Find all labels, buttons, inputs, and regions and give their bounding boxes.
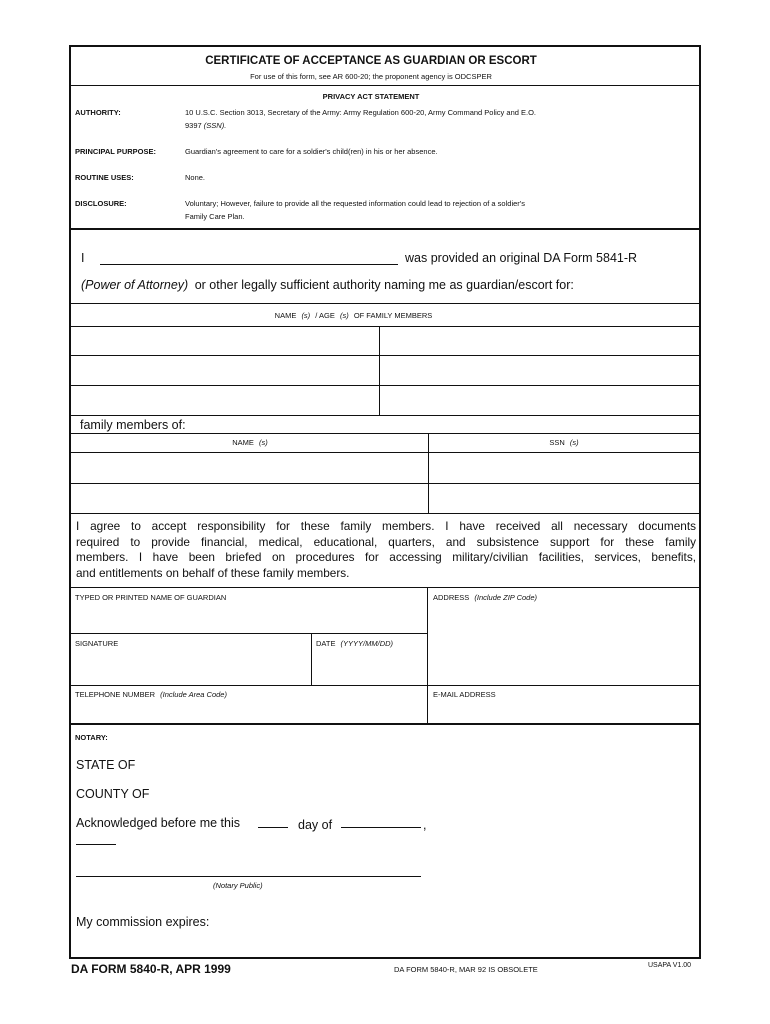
divider <box>71 633 427 634</box>
divider <box>71 685 699 686</box>
family-member-cell-1a[interactable] <box>71 327 379 355</box>
family-member-cell-2b[interactable] <box>380 356 699 385</box>
family-member-cell-3a[interactable] <box>71 386 379 415</box>
statement-i: I <box>81 251 85 265</box>
email-field[interactable] <box>429 702 699 722</box>
divider <box>71 513 699 514</box>
soldier-name-field-1[interactable] <box>71 453 428 483</box>
family-member-cell-1b[interactable] <box>380 327 699 355</box>
statement-poa: (Power of Attorney) <box>81 278 189 292</box>
date-hint: (YYYY/MM/DD) <box>340 639 394 648</box>
agreement-line-1: I agree to accept responsibility for these family members. I have received all necessary documents <box>76 519 696 533</box>
soldier-name-field-2[interactable] <box>71 484 428 513</box>
notary-signature-line[interactable] <box>76 876 421 877</box>
phone-field[interactable] <box>71 702 426 722</box>
authority-label: AUTHORITY: <box>75 108 121 117</box>
phone-hint: (Include Area Code) <box>160 690 227 699</box>
header-name: NAME <box>274 311 297 320</box>
date-label-text: DATE <box>316 639 336 648</box>
divider <box>379 326 380 415</box>
form-title: CERTIFICATE OF ACCEPTANCE AS GUARDIAN OR ESCORT <box>205 55 537 67</box>
divider <box>427 685 428 723</box>
divider <box>71 85 699 86</box>
divider <box>428 433 429 513</box>
header-age: / AGE <box>315 311 335 320</box>
divider <box>71 433 699 434</box>
county-of: COUNTY OF <box>76 787 150 801</box>
address-label-text: ADDRESS <box>433 593 470 602</box>
authority-eo-number: 9397 <box>185 121 202 130</box>
family-member-cell-3b[interactable] <box>380 386 699 415</box>
soldier-ssn-field-1[interactable] <box>429 453 699 483</box>
header-s2: (s) <box>339 311 349 320</box>
purpose-label: PRINCIPAL PURPOSE: <box>75 147 156 156</box>
address-hint: (Include ZIP Code) <box>474 593 538 602</box>
date-field[interactable] <box>312 651 427 685</box>
date-label <box>316 639 393 648</box>
notary-public-caption: (Notary Public) <box>213 881 263 890</box>
disclosure-text-1: Voluntary; However, failure to provide all the requested information could lead to rejection of a soldier's <box>185 199 525 208</box>
form-subtitle: For use of this form, see AR 600-20; the proponent agency is ODCSPER <box>250 72 492 81</box>
family-member-cell-2a[interactable] <box>71 356 379 385</box>
divider <box>71 587 699 588</box>
privacy-heading: PRIVACY ACT STATEMENT <box>322 92 420 101</box>
comma: , <box>423 818 427 832</box>
divider <box>71 723 699 725</box>
phone-label-text: TELEPHONE NUMBER <box>75 690 156 699</box>
commission-expires: My commission expires: <box>76 915 210 929</box>
disclosure-label: DISCLOSURE: <box>75 199 127 208</box>
signature-field[interactable] <box>71 651 311 685</box>
authority-text-line2 <box>185 121 226 130</box>
routine-text: None. <box>185 173 206 182</box>
soldier-ssn-header <box>429 438 699 447</box>
address-field[interactable] <box>429 605 699 685</box>
address-label <box>433 593 537 602</box>
notary-label: NOTARY: <box>75 733 108 742</box>
obsolete-notice: DA FORM 5840-R, MAR 92 IS OBSOLETE <box>394 965 538 974</box>
routine-label: ROUTINE USES: <box>75 173 134 182</box>
year-line[interactable] <box>76 844 116 845</box>
state-of: STATE OF <box>76 758 136 772</box>
header-s1: (s) <box>301 311 311 320</box>
guardian-name-line[interactable] <box>100 264 398 265</box>
disclosure-text-2: Family Care Plan. <box>185 212 245 221</box>
agreement-paragraph <box>76 519 696 581</box>
agreement-line-4: and entitlements on behalf of these family members. <box>76 565 350 580</box>
acknowledged-text: Acknowledged before me this <box>76 816 240 830</box>
signature-label: SIGNATURE <box>75 639 119 648</box>
day-number-line[interactable] <box>258 827 288 828</box>
authority-text: 10 U.S.C. Section 3013, Secretary of the Army: Army Regulation 600-20, Army Command Policy and E.O. <box>185 108 536 117</box>
authority-ssn: (SSN). <box>203 121 227 130</box>
divider <box>71 303 699 304</box>
agreement-line-2: required to provide financial, medical, educational, quarters, and subsistence support for these family <box>76 534 696 549</box>
agreement-line-3: members. I have been briefed on procedures for accessing military/civilian facilities, services, benefits, <box>76 550 696 565</box>
family-members-of: family members of: <box>80 418 186 432</box>
col-name-s: (s) <box>259 438 268 447</box>
col-ssn: SSN <box>549 438 565 447</box>
statement-provided: was provided an original DA Form 5841-R <box>405 251 638 265</box>
guardian-name-label: TYPED OR PRINTED NAME OF GUARDIAN <box>75 593 227 602</box>
form-frame <box>69 45 701 959</box>
statement-naming: or other legally sufficient authority naming me as guardian/escort for: <box>194 278 574 292</box>
form-id: DA FORM 5840-R, APR 1999 <box>71 962 231 976</box>
header-rest: OF FAMILY MEMBERS <box>353 311 433 320</box>
soldier-name-header <box>71 438 429 447</box>
divider <box>71 228 699 230</box>
phone-label <box>75 690 227 699</box>
version-label: USAPA V1.00 <box>648 962 692 969</box>
purpose-text: Guardian's agreement to care for a soldier's child(ren) in his or her absence. <box>185 147 438 156</box>
col-ssn-s: (s) <box>569 438 579 447</box>
day-of-text: day of <box>298 818 333 832</box>
soldier-ssn-field-2[interactable] <box>429 484 699 513</box>
col-name: NAME <box>232 438 254 447</box>
family-members-header <box>71 311 636 320</box>
month-line[interactable] <box>341 827 421 828</box>
email-label: E-MAIL ADDRESS <box>433 690 496 699</box>
guardian-name-field[interactable] <box>71 605 426 633</box>
divider <box>71 415 699 416</box>
